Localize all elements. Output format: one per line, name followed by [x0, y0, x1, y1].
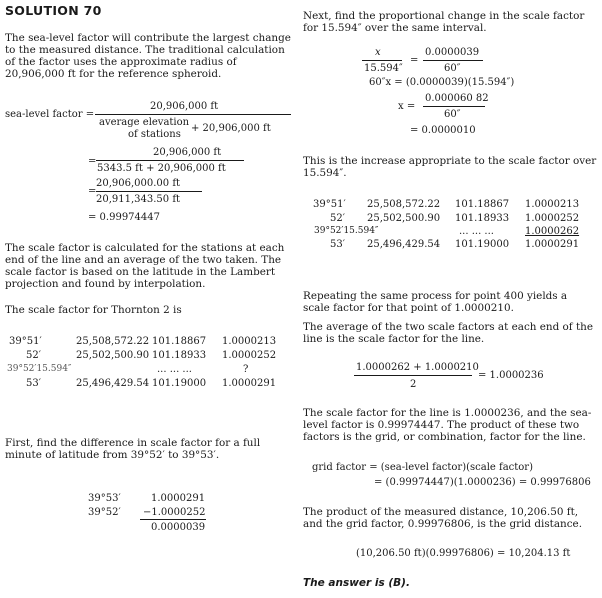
left-interpolation-table	[7, 336, 297, 392]
prop-result: = 0.0000010	[410, 125, 476, 136]
sea-level-denominator-1: average elevation	[99, 117, 190, 128]
answer-line: The answer is (B).	[303, 577, 410, 589]
grid-distance-equation: (10,206.50 ft)(0.99976806) = 10,204.13 ft	[356, 548, 571, 559]
northing-cell: 25,508,572.22	[76, 336, 150, 347]
average-result: = 1.0000236	[478, 370, 544, 381]
table-row	[313, 226, 598, 239]
solution-heading: SOLUTION 70	[5, 3, 102, 18]
lat-cell: 39°51′	[9, 336, 42, 347]
table-row	[7, 378, 297, 392]
sf-cell: 1.0000213	[525, 199, 580, 210]
increase-paragraph: This is the increase appropriate to the scale factor over 15.594″.	[303, 155, 597, 179]
grid-factor-equation-2: = (0.99974447)(1.0000236) = 0.99976806	[374, 477, 591, 488]
sea-level-denominator-2: of stations	[128, 129, 181, 140]
thornton-sentence: The scale factor for Thornton 2 is	[5, 304, 182, 316]
sf-cell: 1.0000262	[525, 226, 580, 237]
c-cell: ... ... ...	[157, 364, 192, 375]
sub-difference: 0.0000039	[151, 522, 206, 533]
fraction-bar	[423, 60, 483, 61]
equals-sign: =	[410, 55, 419, 66]
prop-right-numerator: 0.0000039	[425, 47, 480, 58]
c-cell: 101.19000	[152, 378, 207, 389]
c-cell: 101.18867	[455, 199, 510, 210]
fraction-bar	[362, 60, 402, 61]
lat-cell: 52′	[330, 213, 345, 224]
northing-cell: 25,502,500.90	[76, 350, 150, 361]
intro-paragraph: The sea-level factor will contribute the largest change to the measured distance. The traditional calculation of the factor uses the approximate radius of 20,906,000 ft for the reference spheroid.	[5, 32, 291, 80]
northing-cell: 25,496,429.54	[76, 378, 150, 389]
subtraction-bar	[140, 519, 206, 520]
lat-cell: 52′	[26, 350, 41, 361]
prop-3-denominator: 60″	[444, 109, 461, 120]
sub-val-1: 1.0000291	[151, 493, 206, 504]
table-row	[313, 199, 598, 213]
sea-level-2-denominator: 5343.5 ft + 20,906,000 ft	[97, 163, 226, 174]
northing-cell: 25,502,500.90	[367, 213, 441, 224]
sf-cell: 1.0000291	[525, 239, 580, 250]
average-denominator: 2	[410, 379, 417, 390]
sf-cell: 1.0000252	[222, 350, 277, 361]
c-cell: 101.18867	[152, 336, 207, 347]
equals-sign: =	[88, 156, 97, 167]
c-cell: 101.18933	[455, 213, 510, 224]
northing-cell: 25,508,572.22	[367, 199, 441, 210]
c-cell: 101.19000	[455, 239, 510, 250]
table-row	[313, 213, 598, 226]
prop-equation-2: 60″x = (0.0000039)(15.594″)	[369, 77, 515, 88]
grid-factor-equation-1: grid factor = (sea-level factor)(scale factor)	[312, 462, 533, 473]
sea-level-3-denominator: 20,911,343.50 ft	[96, 194, 181, 205]
table-row	[313, 239, 598, 252]
sf-cell: 1.0000252	[525, 213, 580, 224]
sea-level-numerator: 20,906,000 ft	[150, 101, 219, 112]
prop-3-numerator: 0.000060 82	[425, 93, 489, 104]
table-row	[7, 336, 297, 348]
lat-cell: 39°52′15.594″	[7, 364, 72, 374]
average-numerator: 1.0000262 + 1.0000210	[356, 362, 479, 373]
sf-cell: 1.0000213	[222, 336, 277, 347]
northing-cell: 25,496,429.54	[367, 239, 441, 250]
scale-factor-paragraph: The scale factor is calculated for the stations at each end of the line and an average of the two taken. The scale factor is based on the latitude in the Lambert projection and found by interpolation.	[5, 242, 285, 290]
sf-cell: 1.0000291	[222, 378, 277, 389]
average-paragraph: The average of the two scale factors at each end of the line is the scale factor for the line.	[303, 321, 593, 345]
first-paragraph: First, find the difference in scale factor for a full minute of latitude from 39°52′ to 39°53′.	[5, 437, 261, 461]
lat-cell: 53′	[330, 239, 345, 250]
fraction-bar	[423, 106, 485, 107]
repeat-paragraph: Repeating the same process for point 400 yields a scale factor for that point of 1.0000210.	[303, 290, 568, 314]
lat-cell: 39°52′15.594″	[314, 226, 379, 236]
lat-cell: 39°51′	[313, 199, 346, 210]
sub-lat-1: 39°53′	[88, 493, 121, 504]
prop-x-numerator: x	[375, 47, 381, 58]
fraction-bar	[95, 114, 291, 115]
prop-right-denominator: 60″	[444, 63, 461, 74]
product-paragraph: The product of the measured distance, 10,206.50 ft, and the grid factor, 0.99976806, is the grid distance.	[303, 506, 582, 530]
table-row	[7, 364, 297, 378]
table-row	[7, 350, 297, 364]
sf-cell: ?	[243, 364, 249, 375]
fraction-bar	[96, 160, 244, 161]
right-interpolation-table	[313, 199, 598, 252]
equals-sign: =	[88, 186, 97, 197]
sea-level-result: = 0.99974447	[88, 212, 160, 223]
sub-lat-2: 39°52′	[88, 507, 121, 518]
line-factor-paragraph: The scale factor for the line is 1.0000236, and the sea-level factor is 0.99974447. The product of these two factors is the grid, or combination, factor for the line.	[303, 407, 592, 443]
prop-x-denominator: 15.594″	[364, 63, 403, 74]
c-cell: ... ... ...	[459, 226, 494, 237]
sea-level-3-numerator: 20,906,000.00 ft	[96, 178, 181, 189]
sea-level-plus-term: + 20,906,000 ft	[191, 123, 271, 134]
prop-x-label: x =	[398, 101, 416, 112]
sea-level-label: sea-level factor =	[5, 109, 95, 120]
fraction-bar	[96, 191, 202, 192]
sea-level-2-numerator: 20,906,000 ft	[153, 147, 222, 158]
fraction-bar	[354, 375, 472, 376]
sub-val-2: −1.0000252	[143, 507, 206, 518]
c-cell: 101.18933	[152, 350, 207, 361]
lat-cell: 53′	[26, 378, 41, 389]
next-paragraph: Next, find the proportional change in the scale factor for 15.594″ over the same interval.	[303, 10, 585, 34]
